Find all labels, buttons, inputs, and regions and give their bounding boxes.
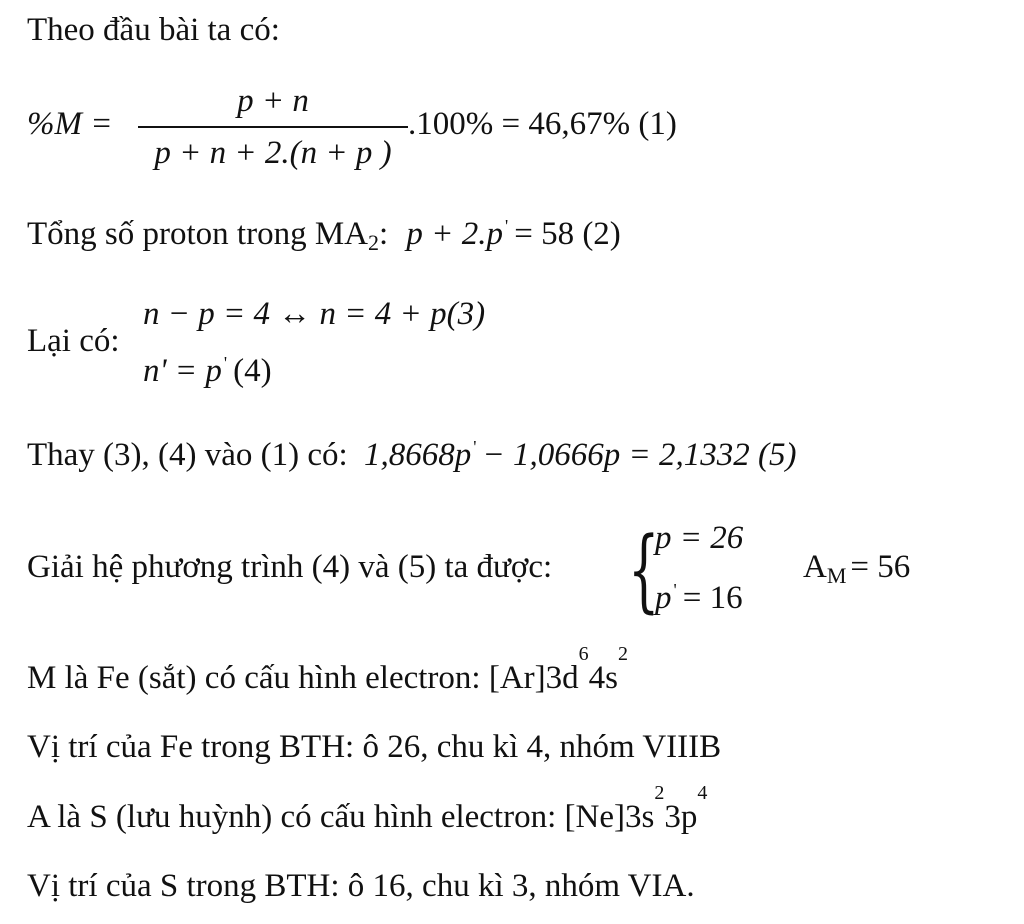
eq5-b: − 1,0666p = 2,1332 (5) [482, 437, 797, 473]
s-config-line [27, 782, 708, 837]
proton-total-line [27, 214, 621, 258]
fe-config-text: M là Fe (sắt) có cấu hình electron: [Ar]3d [27, 660, 579, 696]
eq5-a: 1,8668p [363, 437, 472, 473]
prime-mark: ' [223, 353, 228, 373]
eq3: n − p = 4 ↔ n = 4 + p(3) [143, 296, 486, 332]
eq1-lhs: %M = [27, 106, 113, 142]
s-sup-4: 4 [697, 782, 708, 804]
eq4: n' = p [143, 353, 222, 389]
prime-mark: ' [473, 437, 477, 457]
system-eq-b-line [655, 578, 743, 622]
s-config-text: A là S (lưu huỳnh) có cấu hình electron: [Ne]3s [27, 799, 655, 835]
am-subscript: M [826, 563, 847, 588]
ma2-subscript: 2 [368, 230, 379, 255]
fe-config-line [27, 643, 628, 698]
am-line [803, 547, 910, 587]
eq1-numerator: p + n [237, 83, 309, 119]
eq1-fraction [138, 80, 408, 174]
fe-position-line: Vị trí của Fe trong BTH: ô 26, chu kì 4, nhóm VIIIB [27, 729, 722, 765]
proton-total-text: Tổng số proton trong MA [27, 216, 368, 252]
substitution-line [27, 435, 796, 479]
eq1-rhs: .100% = 46,67% (1) [408, 106, 677, 142]
prime-mark: ' [504, 216, 509, 236]
s-3p: 3p [664, 799, 698, 835]
solve-text: Giải hệ phương trình (4) và (5) ta được: [27, 549, 553, 585]
colon: : [379, 216, 389, 252]
lai-co-label: Lại có: [27, 323, 120, 359]
intro-text: Theo đầu bài ta có: [27, 12, 280, 48]
proton-eq-rhs: = 58 (2) [514, 216, 621, 252]
system-eq-b: p [655, 580, 672, 616]
fe-4s: 4s [588, 660, 618, 696]
eq4-rhs: (4) [233, 353, 272, 389]
system-brace: { [628, 518, 660, 623]
eq4-line [143, 351, 272, 395]
fe-sup-6: 6 [578, 643, 589, 665]
am-value: = 56 [850, 549, 911, 585]
s-sup-2: 2 [654, 782, 665, 804]
proton-eq: p + 2.p [406, 216, 503, 252]
system-eq-a: p = 26 [655, 520, 744, 556]
fraction-bar [138, 126, 408, 128]
system-eq-b-rhs: = 16 [682, 580, 743, 616]
fe-sup-2: 2 [617, 643, 628, 665]
substitution-text: Thay (3), (4) vào (1) có: [27, 437, 348, 473]
am-symbol: A [803, 549, 827, 585]
s-position-line: Vị trí của S trong BTH: ô 16, chu kì 3, nhóm VIA. [27, 868, 695, 904]
eq1-denominator: p + n + 2.(n + p ) [154, 135, 392, 171]
prime-mark: ' [673, 580, 677, 600]
